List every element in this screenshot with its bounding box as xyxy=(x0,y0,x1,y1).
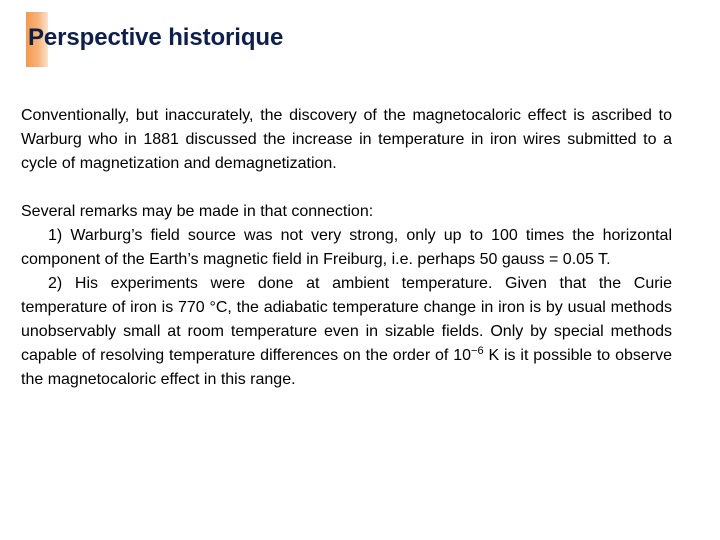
paragraph-discovery: Conventionally, but inaccurately, the discovery of the magnetocaloric effect is ascribed to Warburg who in 1881 discussed the increase in temperature in iron wires submitted to a cycle of magnetization and demagnetization. xyxy=(21,107,672,172)
slide-title: Perspective historique xyxy=(28,24,284,51)
remark-field-source: 1) Warburg’s field source was not very strong, only up to 100 times the horizontal component of the Earth’s magnetic field in Freiburg, i.e. perhaps 50 gauss = 0.05 T. xyxy=(21,227,672,268)
paragraph-remarks-intro: Several remarks may be made in that connection: xyxy=(21,203,374,220)
slide-body xyxy=(21,104,672,392)
remark-ambient-temperature xyxy=(21,272,672,392)
paragraph-spacer xyxy=(21,176,672,200)
remark-2-text: 2) His experiments were done at ambient temperature. Given that the Curie temperature of iron is 770 °C, the adiabatic temperature change in iron is by usual methods unobservably small at room temperature even in sizable fields. Only by special methods capable of resolving temperature differences on the order of 10 xyxy=(21,275,672,364)
remark-2-ending: K is it possible to observe the magnetocaloric effect in this range. xyxy=(21,347,672,388)
temperature-exponent: −6 xyxy=(471,345,484,357)
